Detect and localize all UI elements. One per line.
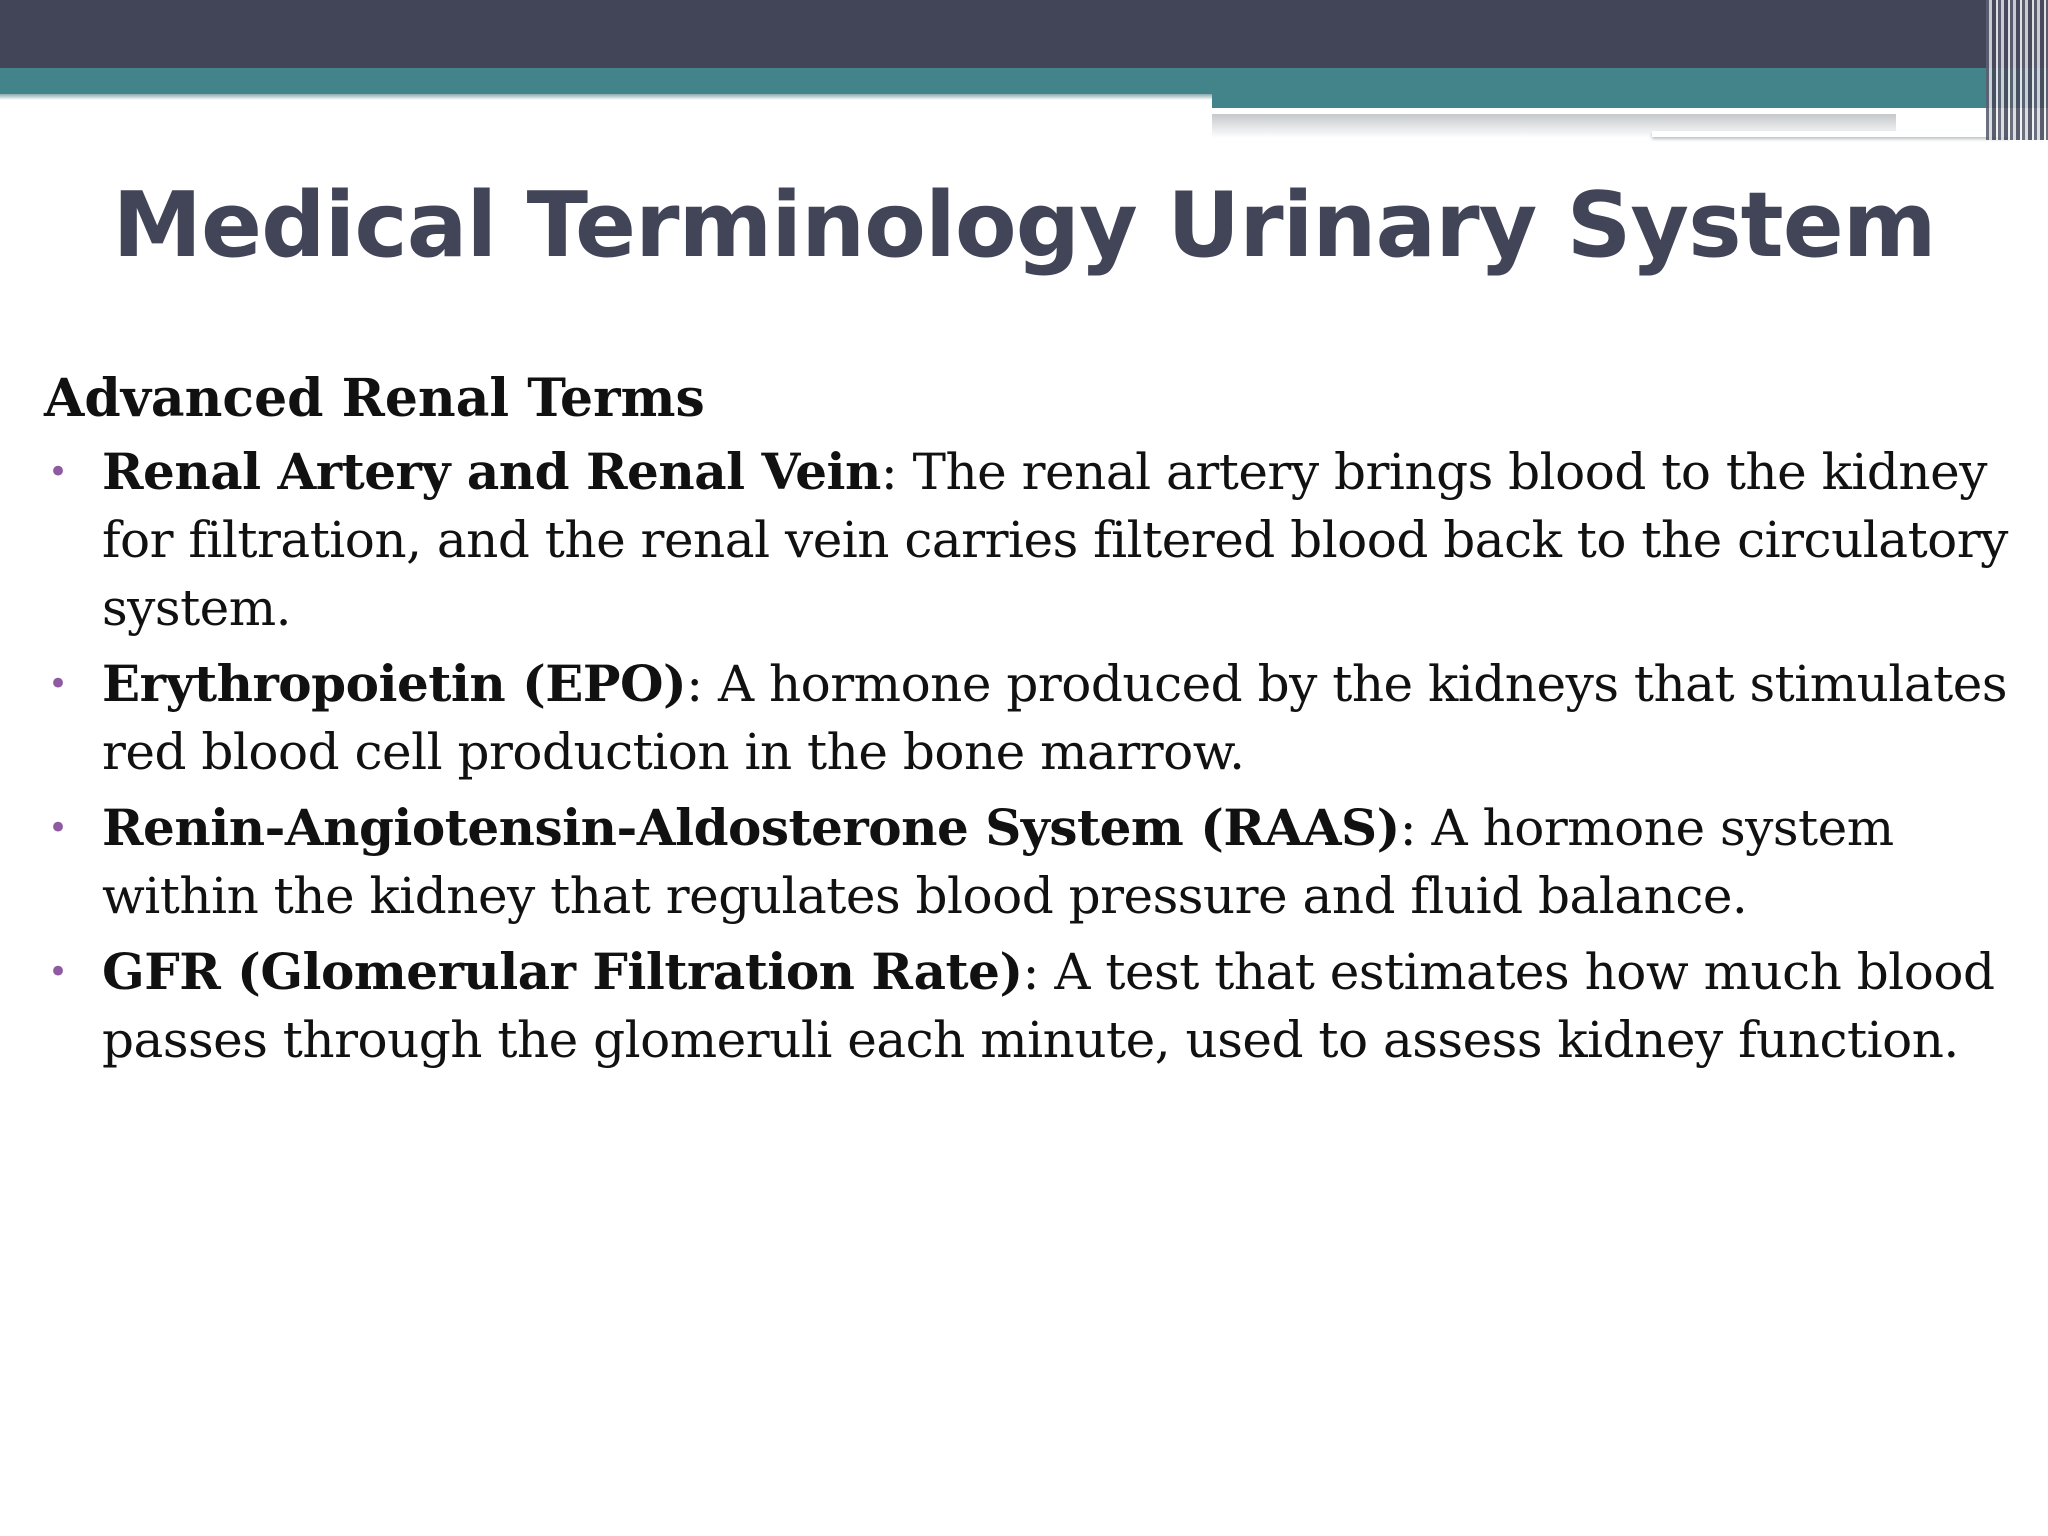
list-item: [44, 438, 2014, 642]
term-separator: :: [1022, 943, 1039, 1001]
bullet-icon: •: [48, 452, 68, 492]
term-name: GFR (Glomerular Filtration Rate): [102, 942, 1023, 1001]
term-name: Erythropoietin (EPO): [102, 654, 687, 713]
term-name: Renin-Angiotensin-Aldosterone System (RAAS): [102, 798, 1400, 857]
term-definition: A hormone produced by the kidneys that stimulates red blood cell production in the bone marrow.: [102, 655, 2007, 781]
decorative-stripes: [1986, 0, 2048, 140]
section-heading: Advanced Renal Terms: [44, 368, 705, 429]
term-separator: :: [1399, 799, 1417, 857]
header-accent-band: [0, 68, 2048, 94]
term-definition: A hormone system within the kidney that regulates blood pressure and fluid balance.: [102, 799, 1894, 925]
slide-content: [44, 364, 2014, 1082]
slide-title: Medical Terminology Urinary System: [112, 173, 1936, 278]
decorative-rule-short: [1652, 131, 2010, 137]
term-name: Renal Artery and Renal Vein: [102, 442, 881, 501]
list-item: [44, 650, 2014, 786]
header-accent-extension: [1212, 94, 2048, 108]
terms-list: [44, 438, 2014, 1074]
bullet-icon: •: [48, 952, 68, 992]
list-item: [44, 938, 2014, 1074]
term-definition: A test that estimates how much blood passes through the glomeruli each minute, used to assess kidney function.: [102, 943, 1995, 1069]
bullet-icon: •: [48, 664, 68, 704]
list-item: [44, 794, 2014, 930]
bullet-icon: •: [48, 808, 68, 848]
term-definition: The renal artery brings blood to the kidney for filtration, and the renal vein carries filtered blood back to the circulatory system.: [102, 443, 2008, 637]
header-band: [0, 0, 2048, 68]
term-separator: :: [686, 655, 703, 713]
decorative-rule-long: [1212, 108, 1896, 114]
header-accent-shadow: [0, 94, 1212, 100]
term-separator: :: [880, 443, 898, 501]
